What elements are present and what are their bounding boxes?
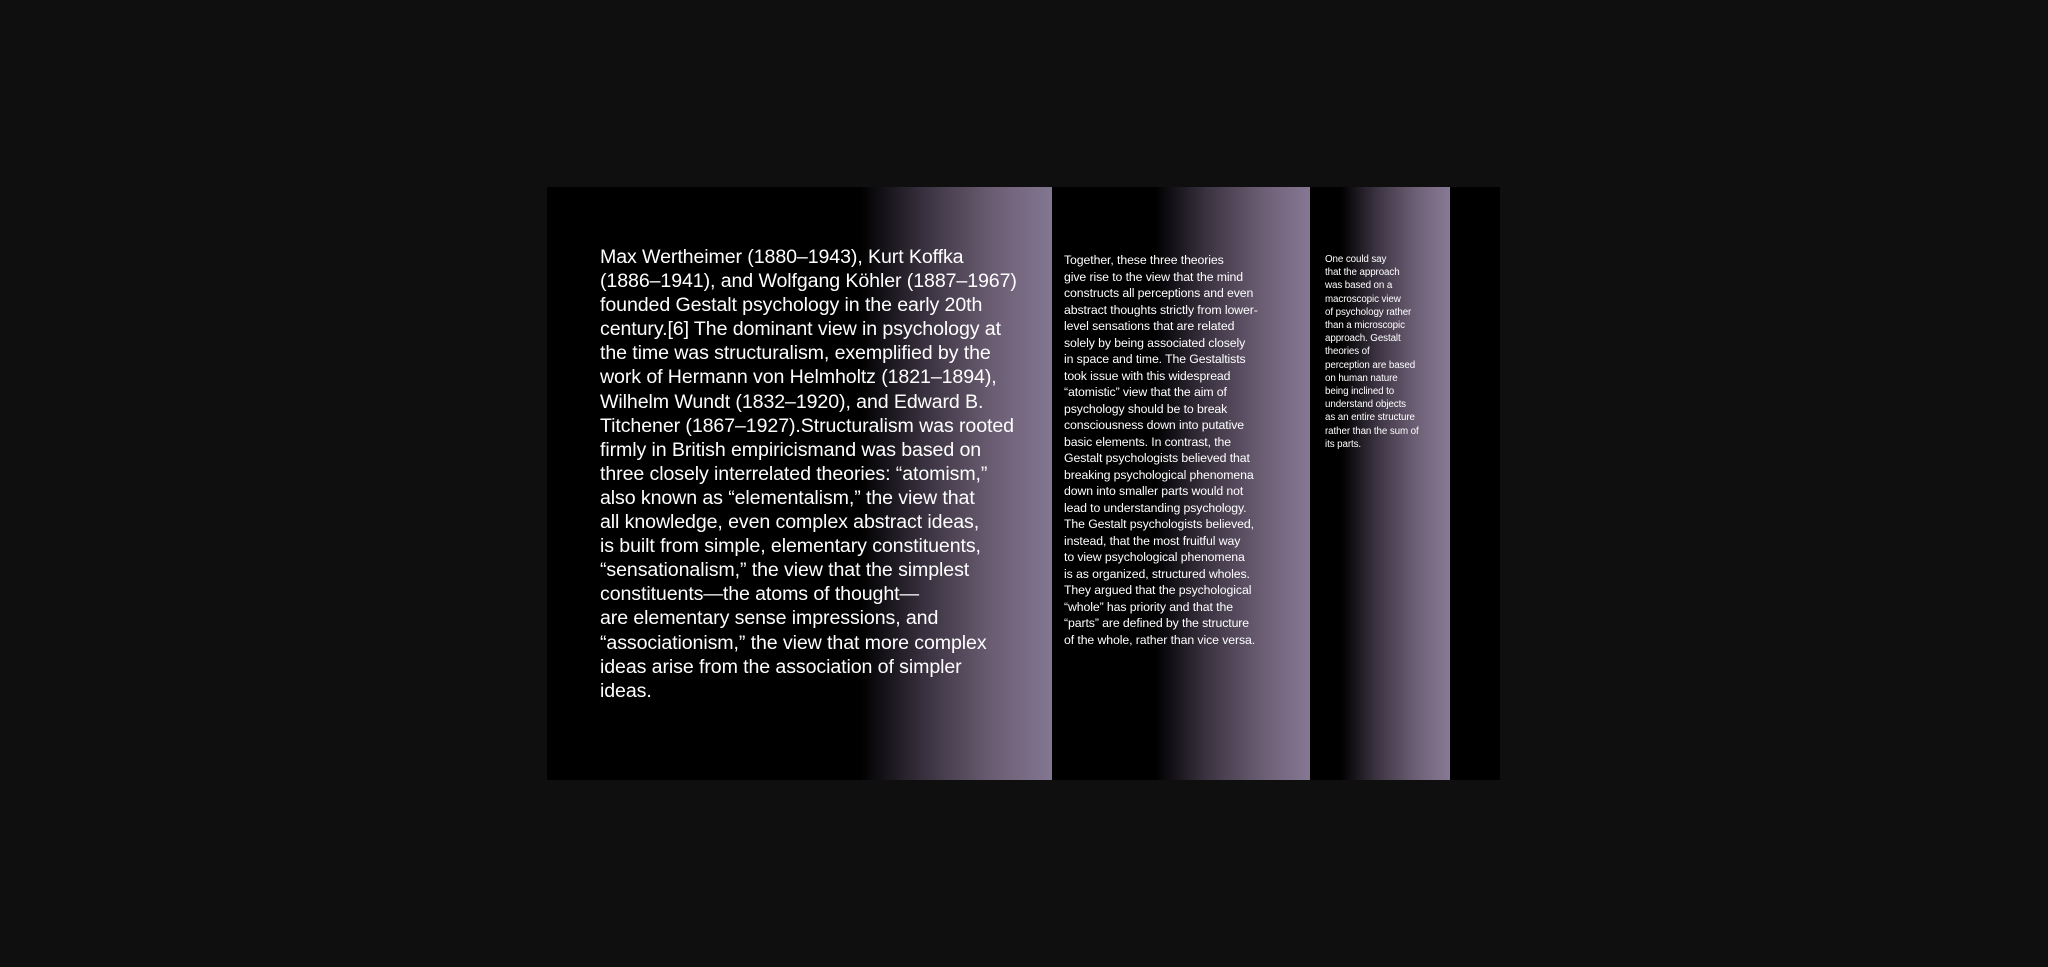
- gradient-panel-tertiary: [1310, 187, 1450, 780]
- primary-paragraph: Max Wertheimer (1880–1943), Kurt Koffka (1886–1941), and Wolfgang Köhler (1887–1967) founded Gestalt psychology in the early 20th century.[6] The dominant view in psychology at the time was structuralism, exemplified by the work of Hermann von Helmholtz (1821–1894), Wilhelm Wundt (1832–1920), and Edward B. Titchener (1867–1927).Structuralism was rooted firmly in British empiricismand was based on three closely interrelated theories: “atomism,” also known as “elementalism,” the view that all knowledge, even complex abstract ideas, is built from simple, elementary constituents, “sensationalism,” the view that the simplest constituents—the atoms of thought— are elementary sense impressions, and “associationism,” the view that more complex ideas arise from the association of simpler ideas.: [600, 246, 1017, 702]
- black-end-strip: [1450, 187, 1500, 780]
- secondary-paragraph: Together, these three theories give rise to the view that the mind constructs all perceptions and even abstract thoughts strictly from lower- level sensations that are related solely by being associated closely in space and time. The Gestaltists took issue with this widespread “atomistic” view that the aim of psychology should be to break consciousness down into putative basic elements. In contrast, the Gestalt psychologists believed that breaking psychological phenomena down into smaller parts would not lead to understanding psychology. The Gestalt psychologists believed, instead, that the most fruitful way to view psychological phenomena is as organized, structured wholes. They argued that the psychological “whole” has priority and that the “parts” are defined by the structure of the whole, rather than vice versa.: [1064, 253, 1258, 647]
- tertiary-paragraph: One could say that the approach was based on a macroscopic view of psychology rather than a microscopic approach. Gestalt theories of perception are based on human nature being inclined to understand objects as an entire structure rather than the sum of its parts.: [1325, 254, 1419, 450]
- gradient-panel-secondary: [1052, 187, 1310, 780]
- gradient-panel-primary: [547, 187, 1052, 780]
- poster-stage: [547, 187, 1500, 780]
